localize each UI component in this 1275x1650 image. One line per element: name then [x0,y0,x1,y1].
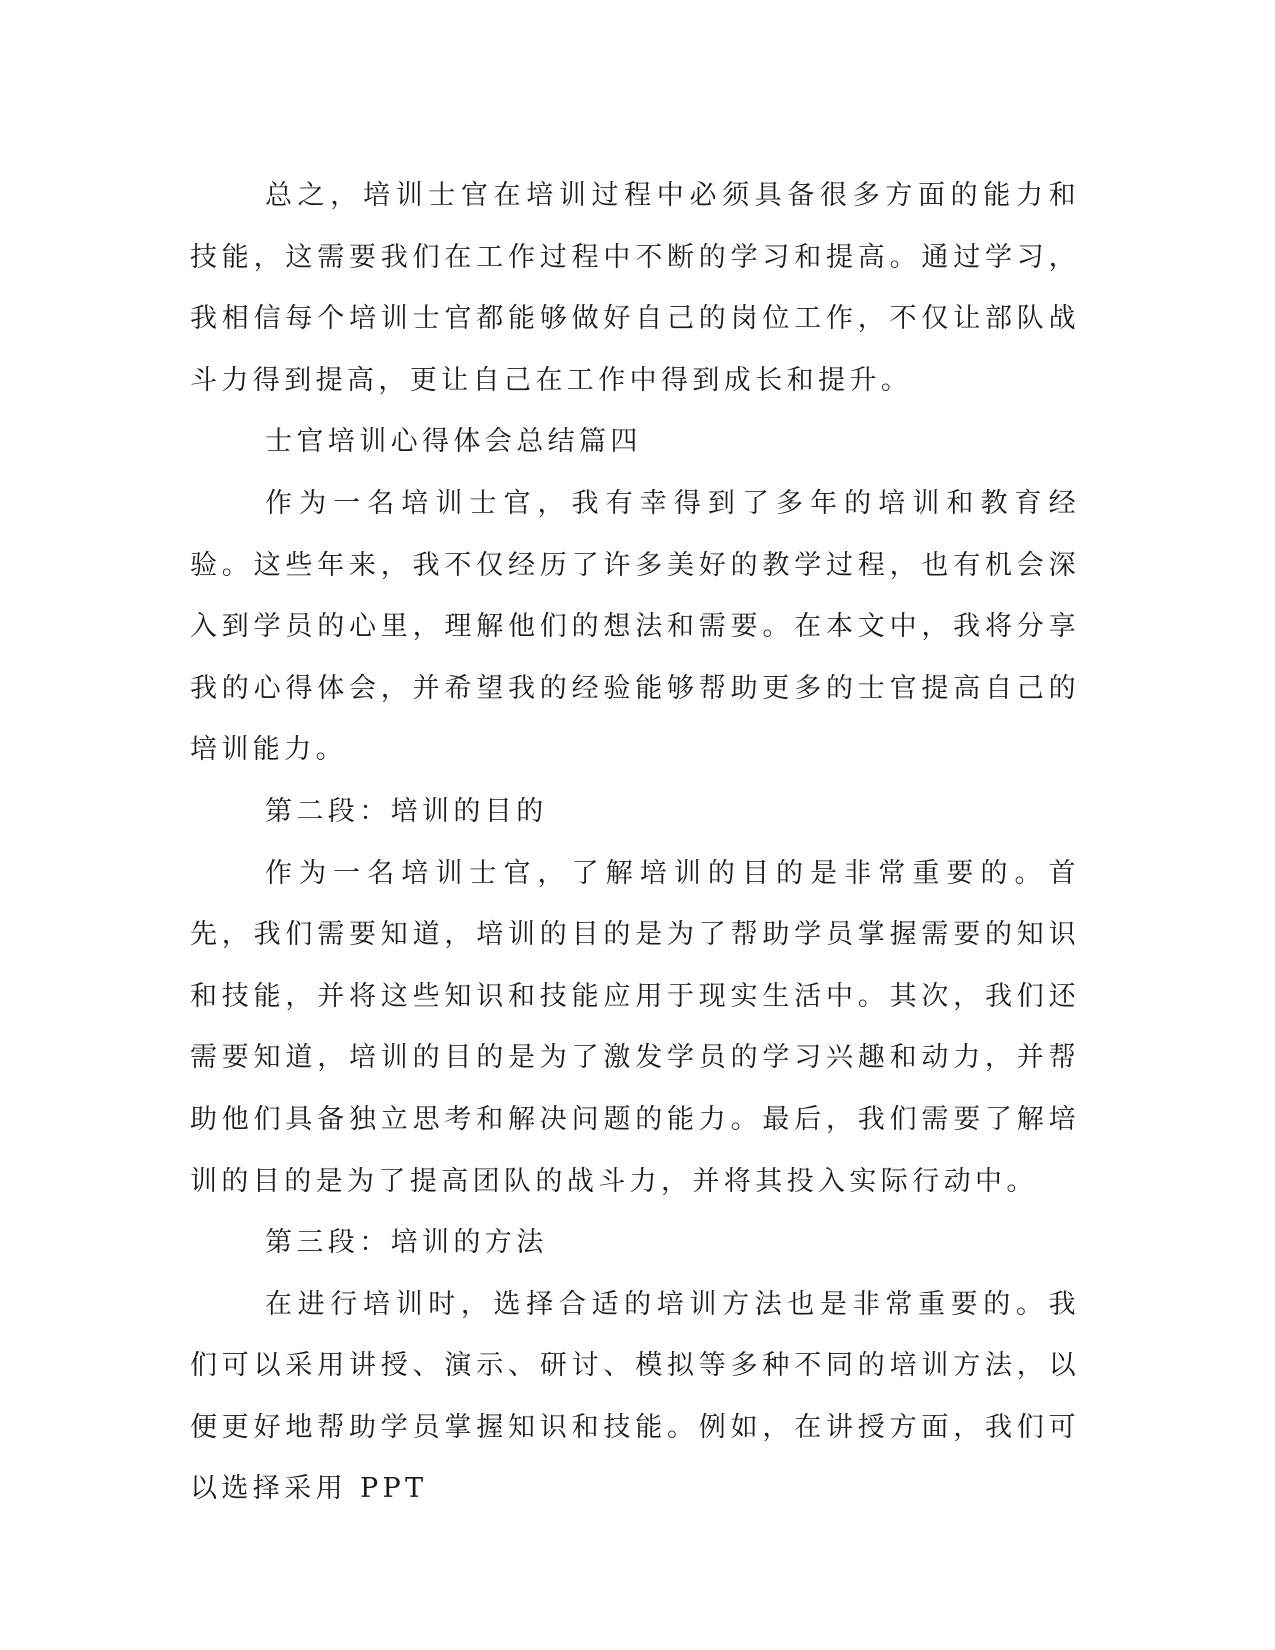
text-line: 这需要我们在工作过程中不断的学习和提高。通过学习，我相信每个 [190,241,1081,335]
text-line: 解决问题的能力。最后，我们需要了解培训的目的是为了提高团队的 [190,1103,1080,1197]
paragraph-intro [190,473,1080,781]
text-line: 总之，培训士官在培训过程中必须具备很多方面的能力和技能， [190,180,1080,273]
text-line: 在进行培训时，选择合适的培训方法也是非常重要的。我们可以 [190,1288,1080,1382]
document-body [190,165,1080,1520]
paragraph-purpose [190,843,1080,1213]
text-line: 采用讲授、演示、研讨、模拟等多种不同的培训方法，以便更好地帮 [190,1350,1081,1443]
text-line: 助学员掌握知识和技能。例如，在讲授方面，我们可以选择采用 PPT [190,1411,1080,1505]
section-heading-method [190,1212,1080,1274]
heading-text: 士官培训心得体会总结篇四 [265,426,642,458]
text-line: 需要知道，培训的目的是为了帮助学员掌握需要的知识和技能，并将 [190,919,1080,1012]
section-heading-purpose [190,781,1080,843]
text-line: 战斗力，并将其投入实际行动中。 [566,1165,1038,1197]
text-line: 作为一名培训士官，我有幸得到了多年的培训和教育经验。这些 [190,487,1080,581]
paragraph-summary [190,165,1080,411]
text-line: 年来，我不仅经历了许多美好的教学过程，也有机会深入到学员的心 [190,549,1080,643]
text-line: 希望我的经验能够帮助更多的士官提高自己的培训能力。 [190,672,1081,766]
heading-text: 第二段：培训的目的 [265,795,548,827]
section-heading-part-four [190,411,1080,473]
text-line: 更让自己在工作中得到成长和提升。 [409,364,913,396]
text-line: 作为一名培训士官，了解培训的目的是非常重要的。首先，我们 [190,857,1080,951]
text-line: 里，理解他们的想法和需要。在本文中，我将分享我的心得体会，并 [190,611,1080,704]
text-line: 目的是为了激发学员的学习兴趣和动力，并帮助他们具备独立思考和 [190,1042,1081,1135]
text-line: 培训士官都能够做好自己的岗位工作，不仅让部队战斗力得到提高， [190,303,1080,396]
text-line: 这些知识和技能应用于现实生活中。其次，我们还需要知道，培训的 [190,980,1080,1074]
heading-text: 第三段：培训的方法 [265,1227,548,1259]
paragraph-method [190,1274,1080,1520]
